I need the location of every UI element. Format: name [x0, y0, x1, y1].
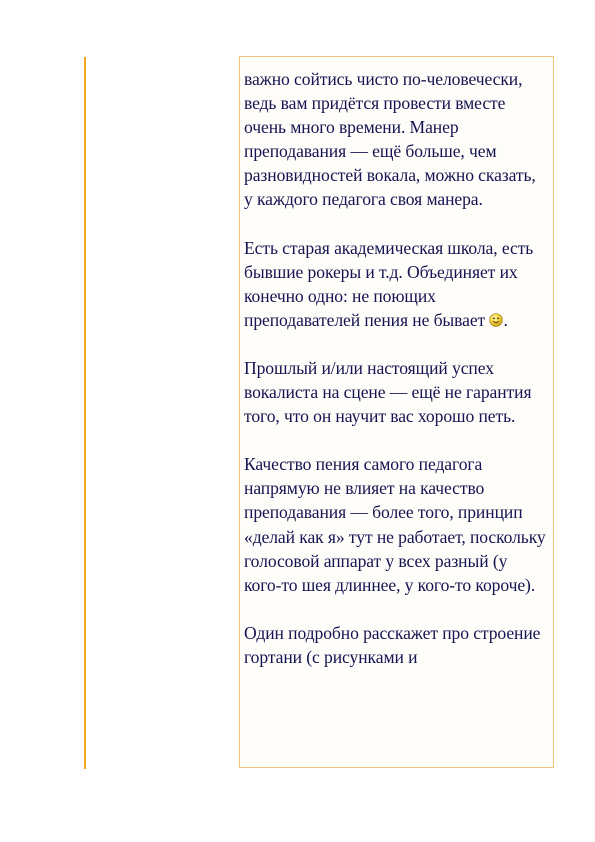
text-column	[239, 56, 554, 768]
paragraph-1: важно сойтись чисто по-человечески, ведь вам придётся провести вместе очень много времени. Манер преподавания — ещё больше, чем разновидностей вокала, можно сказать, у каждого педагога своя манера.	[244, 69, 536, 210]
paragraph-2	[244, 236, 548, 332]
paragraph-3: Прошлый и/или настоящий успех вокалиста на сцене — ещё не гарантия того, что он научит вас хорошо петь.	[244, 357, 532, 427]
paragraph-2-end: .	[503, 309, 508, 330]
paragraph-2-text: Есть старая академическая школа, есть бывшие рокеры и т.д. Объединяет их конечно одно: не поющих преподавателей пения не бывает	[244, 237, 534, 330]
smiley-icon	[489, 313, 503, 327]
paragraph-5: Один подробно расскажет про строение гортани (с рисунками и	[244, 622, 541, 667]
paragraph-4: Качество пения самого педагога напрямую не влияет на качество преподавания — более того, принцип «делай как я» тут не работает, поскольку голосовой аппарат у всех разный (у кого-то шея длиннее, у кого-то короче).	[244, 454, 546, 595]
margin-rule	[84, 57, 86, 769]
